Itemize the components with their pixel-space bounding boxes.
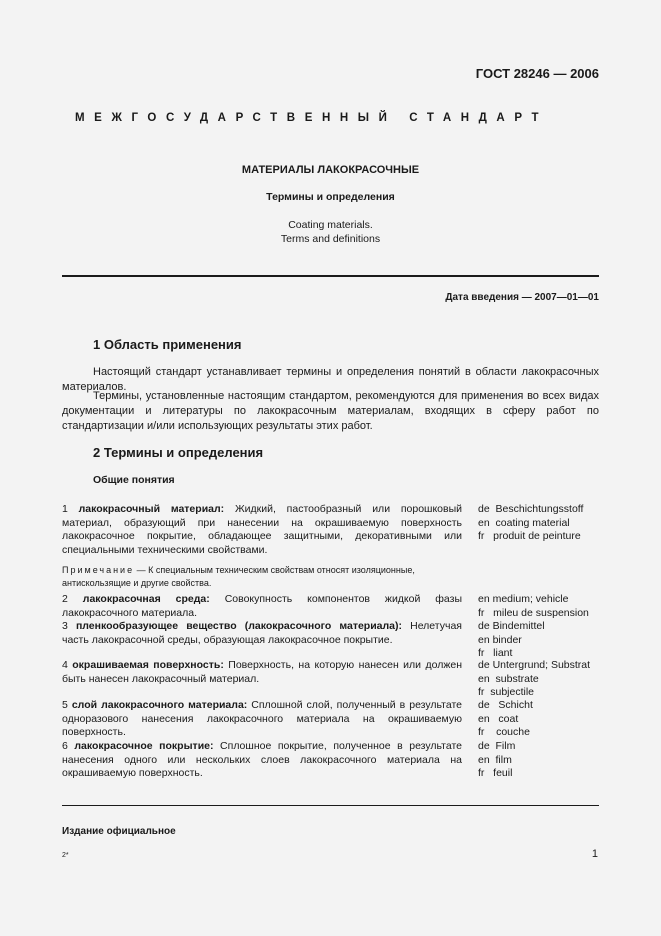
term-6-equivalents [478,740,515,781]
general-concepts-subheading: Общие понятия [93,474,175,486]
term-6-eq-de: de Film [478,740,516,752]
term-3-number: 3 [62,620,68,632]
sheet-mark: 2* [62,852,69,859]
term-5-eq-en: en coat [478,712,519,725]
term-1-entry [62,503,462,558]
term-2-equivalents [478,593,589,620]
term-1-name: лакокрасочный материал: [78,503,225,515]
english-title [0,218,661,246]
introduction-date: Дата введения — 2007—01—01 [445,292,599,303]
term-6-eq-fr: fr feuil [478,767,513,779]
term-5-number: 5 [62,699,68,711]
term-3-eq-de: de Bindemittel [478,620,545,632]
section-1-heading: 1 Область применения [93,337,242,352]
document-title: МАТЕРИАЛЫ ЛАКОКРАСОЧНЫЕ [241,164,420,176]
term-2-entry [62,593,462,620]
term-4-entry [62,659,462,686]
section-1-paragraph-2: Термины, установленные настоящим стандартом, рекомендуются для применения во всех видах документации и литературы по лакокрасочным материалам, входящих в сферу работ по стандартизации и/или использующих результаты этих работ. [62,390,599,432]
term-5-entry [62,699,462,740]
footer-rule [62,805,599,806]
term-1-eq-de: de Beschichtungsstoff [478,503,584,515]
term-6-name: лакокрасочное покрытие: [74,740,214,752]
term-2-eq-fr: fr mileu de suspension [478,606,589,619]
term-1-note [62,564,462,589]
term-4-name: окрашиваемая поверхность: [72,659,224,671]
term-4-number: 4 [62,659,68,671]
term-2-definition: Совокупность компонентов жидкой фазы лакокрасочного материала. [62,593,462,619]
english-title-line1: Coating materials. [288,219,373,231]
term-1-eq-fr: fr produit de peinture [478,530,581,542]
section-1-paragraph-1: Настоящий стандарт устанавливает термины и определения понятий в области лакокрасочных материалов. [62,366,599,393]
term-4-eq-en: en substrate [478,672,539,685]
note-text: — К специальным техническим свойствам относят изоляционные, антискользящие и другие свойства. [62,565,415,588]
header-rule [62,275,599,277]
term-6-definition: Сплошное покрытие, полученное в результате нанесения одного или нескольких слоев лакокрасочного материала на окрашиваемую поверхность. [62,740,463,780]
term-2-number: 2 [62,593,68,605]
term-5-definition: Сплошной слой, полученный в результате одноразового нанесения лакокрасочного материала на окрашиваемую поверхность. [62,699,462,739]
term-3-equivalents [478,620,545,661]
term-4-equivalents [478,659,590,700]
term-2-name: лакокрасочная среда: [82,593,210,605]
term-4-eq-de: de Untergrund; Substrat [478,659,591,671]
term-5-eq-de: de Schicht [478,699,533,711]
official-edition-label: Издание официальное [62,826,176,837]
term-3-definition: Нелетучая часть лакокрасочной среды, образующая лакокрасочное покрытие. [62,620,462,646]
page-number: 1 [591,848,598,860]
term-4-definition: Поверхность, на которую нанесен или должен быть нанесен лакокрасочный материал. [62,659,462,685]
term-5-eq-fr: fr couche [478,726,530,738]
section-2-heading: 2 Термины и определения [93,445,264,460]
note-label: Примечание [62,565,135,575]
term-4-eq-fr: fr subjectile [478,686,535,698]
document-subtitle: Термины и определения [266,191,395,203]
term-6-entry [62,740,462,781]
term-3-entry [62,620,462,647]
term-3-eq-en: en binder [478,633,522,646]
standard-number: ГОСТ 28246 — 2006 [475,66,599,81]
term-3-name: пленкообразующее вещество (лакокрасочного материала): [75,620,403,632]
interstate-standard-banner: МЕЖГОСУДАРСТВЕННЫЙ СТАНДАРТ [75,112,549,124]
term-6-eq-en: en film [478,753,512,766]
term-3-eq-fr: fr liant [478,647,513,659]
term-1-definition: Жидкий, пастообразный или порошковый материал, образующий при нанесении на окрашиваемую поверхность лакокрасочное покрытие, обладающее защитными, декоративными или специальными техническими свойствами. [62,503,463,557]
english-title-line2: Terms and definitions [280,233,381,245]
term-1-number: 1 [62,503,68,515]
term-6-number: 6 [62,740,68,752]
term-1-eq-en: en coating material [478,516,570,529]
term-5-name: слой лакокрасочного материала: [71,699,248,711]
term-1-equivalents [478,503,583,544]
term-5-equivalents [478,699,533,740]
term-2-eq-en: en medium; vehicle [478,593,569,605]
